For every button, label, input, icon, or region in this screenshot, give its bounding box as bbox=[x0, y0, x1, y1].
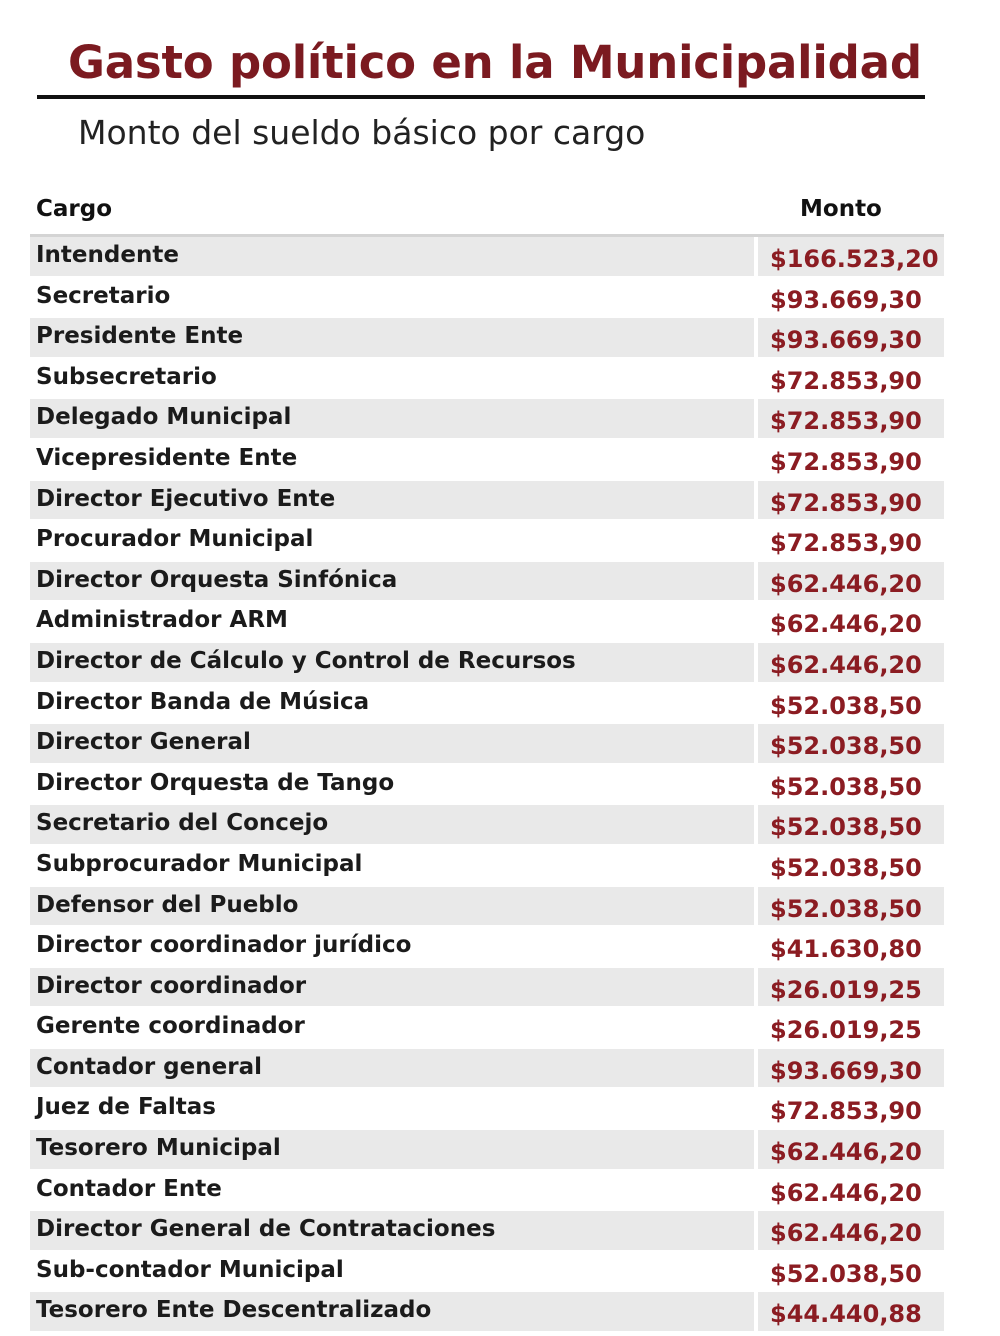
cell-monto: $26.019,25 bbox=[756, 968, 944, 1007]
table-row bbox=[30, 399, 944, 440]
cell-monto: $52.038,50 bbox=[756, 684, 944, 723]
cell-monto: $52.038,50 bbox=[756, 887, 944, 926]
cell-cargo: Sub-contador Municipal bbox=[30, 1252, 754, 1291]
cell-cargo: Secretario bbox=[30, 278, 754, 317]
cell-cargo: Director Orquesta de Tango bbox=[30, 765, 754, 804]
cell-cargo: Subprocurador Municipal bbox=[30, 846, 754, 885]
table-row bbox=[30, 846, 944, 887]
cell-monto: $72.853,90 bbox=[756, 359, 944, 398]
cell-cargo: Director Ejecutivo Ente bbox=[30, 481, 754, 520]
table-row bbox=[30, 805, 944, 846]
cell-monto: $166.523,20 bbox=[756, 237, 944, 276]
cell-monto: $62.446,20 bbox=[756, 643, 944, 682]
table-row bbox=[30, 602, 944, 643]
table-row bbox=[30, 1252, 944, 1293]
cell-cargo: Subsecretario bbox=[30, 359, 754, 398]
table-row bbox=[30, 1171, 944, 1212]
page-title: Gasto político en la Municipalidad bbox=[68, 36, 922, 89]
cell-cargo: Vicepresidente Ente bbox=[30, 440, 754, 479]
table-row bbox=[30, 1049, 944, 1090]
table-row bbox=[30, 1008, 944, 1049]
table-row bbox=[30, 278, 944, 319]
cell-monto: $52.038,50 bbox=[756, 1252, 944, 1291]
cell-cargo: Tesorero Ente Descentralizado bbox=[30, 1292, 754, 1331]
table-header bbox=[30, 192, 944, 234]
table-row bbox=[30, 440, 944, 481]
cell-monto: $52.038,50 bbox=[756, 724, 944, 763]
table-row bbox=[30, 927, 944, 968]
cell-cargo: Procurador Municipal bbox=[30, 521, 754, 560]
table-row bbox=[30, 1211, 944, 1252]
cell-monto: $52.038,50 bbox=[756, 765, 944, 804]
table-row bbox=[30, 1089, 944, 1130]
cell-cargo: Intendente bbox=[30, 237, 754, 276]
cell-cargo: Director de Cálculo y Control de Recursos bbox=[30, 643, 754, 682]
cell-cargo: Director General bbox=[30, 724, 754, 763]
cell-cargo: Director General de Contrataciones bbox=[30, 1211, 754, 1250]
table-row bbox=[30, 359, 944, 400]
cell-monto: $72.853,90 bbox=[756, 399, 944, 438]
table-row bbox=[30, 1292, 944, 1333]
table-row bbox=[30, 521, 944, 562]
cell-monto: $52.038,50 bbox=[756, 805, 944, 844]
cell-cargo: Contador Ente bbox=[30, 1171, 754, 1210]
cell-cargo: Tesorero Municipal bbox=[30, 1130, 754, 1169]
cell-cargo: Juez de Faltas bbox=[30, 1089, 754, 1128]
column-header-cargo: Cargo bbox=[36, 196, 113, 222]
table-row bbox=[30, 237, 944, 278]
cell-monto: $26.019,25 bbox=[756, 1008, 944, 1047]
title-underline bbox=[37, 95, 925, 99]
cell-cargo: Director Orquesta Sinfónica bbox=[30, 562, 754, 601]
cell-monto: $62.446,20 bbox=[756, 562, 944, 601]
cell-cargo: Contador general bbox=[30, 1049, 754, 1088]
table-row bbox=[30, 887, 944, 928]
cell-cargo: Director Banda de Música bbox=[30, 684, 754, 723]
page-subtitle: Monto del sueldo básico por cargo bbox=[78, 113, 646, 152]
table-row bbox=[30, 562, 944, 603]
cell-monto: $52.038,50 bbox=[756, 846, 944, 885]
cell-monto: $72.853,90 bbox=[756, 1089, 944, 1128]
cell-monto: $62.446,20 bbox=[756, 602, 944, 641]
column-header-monto: Monto bbox=[800, 196, 882, 222]
cell-monto: $93.669,30 bbox=[756, 318, 944, 357]
cell-monto: $72.853,90 bbox=[756, 481, 944, 520]
table-row bbox=[30, 968, 944, 1009]
table-row bbox=[30, 1130, 944, 1171]
cell-cargo: Delegado Municipal bbox=[30, 399, 754, 438]
cell-monto: $62.446,20 bbox=[756, 1171, 944, 1210]
cell-monto: $93.669,30 bbox=[756, 1049, 944, 1088]
table-body bbox=[30, 237, 944, 1333]
cell-monto: $72.853,90 bbox=[756, 440, 944, 479]
cell-monto: $72.853,90 bbox=[756, 521, 944, 560]
cell-cargo: Administrador ARM bbox=[30, 602, 754, 641]
cell-cargo: Director coordinador jurídico bbox=[30, 927, 754, 966]
cell-monto: $62.446,20 bbox=[756, 1130, 944, 1169]
cell-cargo: Defensor del Pueblo bbox=[30, 887, 754, 926]
table-row bbox=[30, 318, 944, 359]
table-row bbox=[30, 724, 944, 765]
table-row bbox=[30, 643, 944, 684]
cell-monto: $62.446,20 bbox=[756, 1211, 944, 1250]
cell-monto: $44.440,88 bbox=[756, 1292, 944, 1331]
cell-cargo: Gerente coordinador bbox=[30, 1008, 754, 1047]
cell-monto: $93.669,30 bbox=[756, 278, 944, 317]
table-row bbox=[30, 684, 944, 725]
cell-cargo: Presidente Ente bbox=[30, 318, 754, 357]
cell-monto: $41.630,80 bbox=[756, 927, 944, 966]
cell-cargo: Director coordinador bbox=[30, 968, 754, 1007]
table-row bbox=[30, 481, 944, 522]
cell-cargo: Secretario del Concejo bbox=[30, 805, 754, 844]
table-row bbox=[30, 765, 944, 806]
